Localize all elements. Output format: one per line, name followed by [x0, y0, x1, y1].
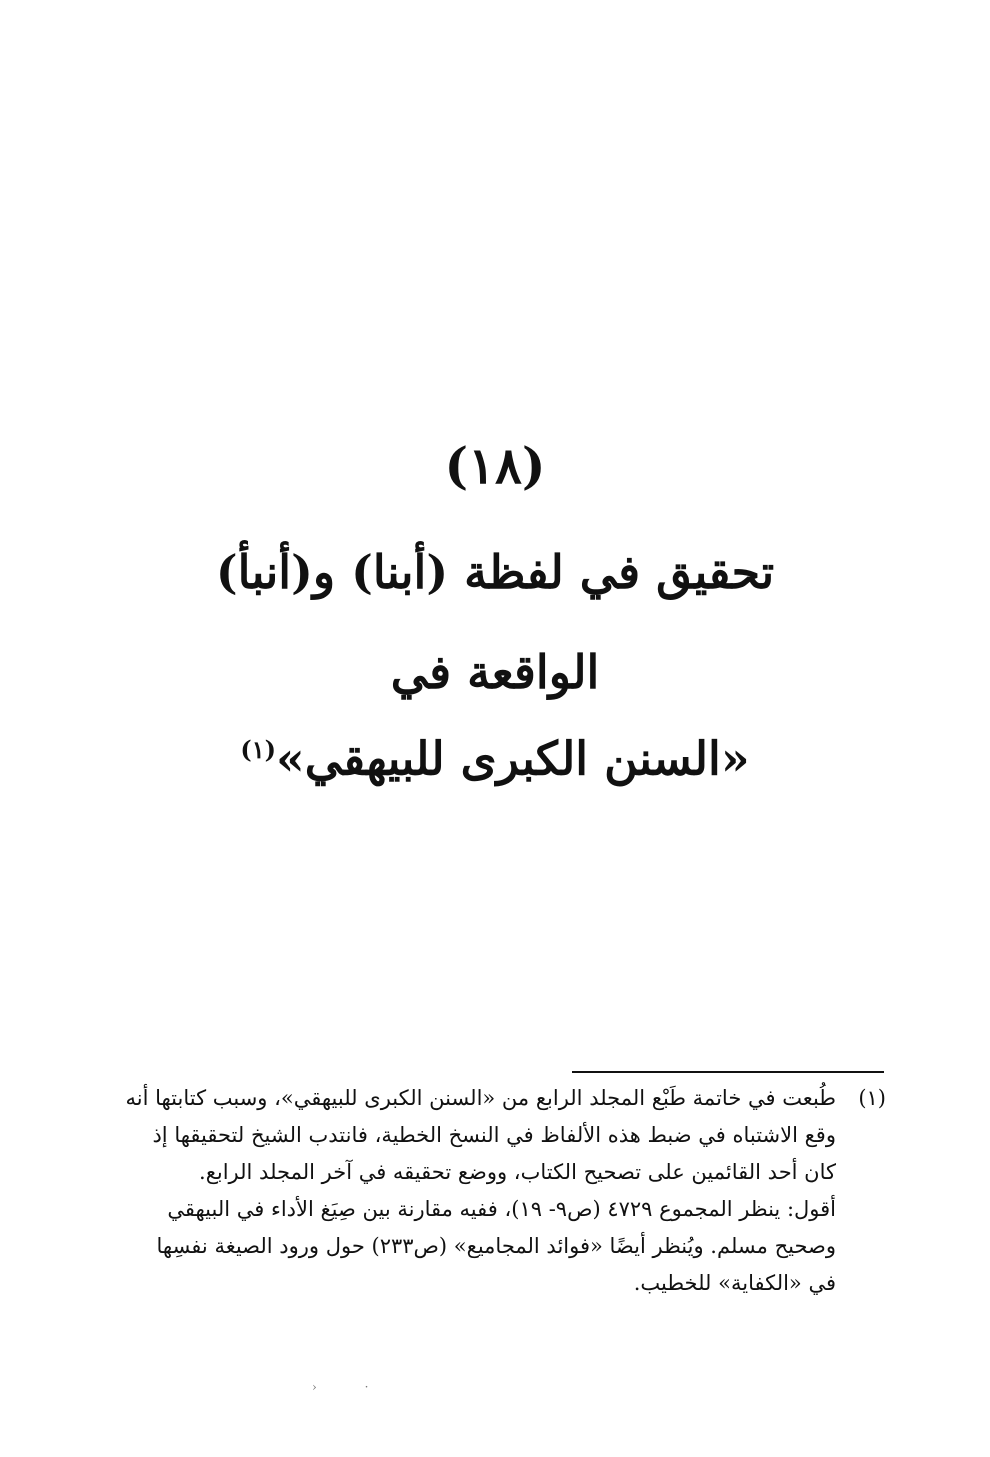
footnote-line: وقع الاشتباه في ضبط هذه الألفاظ في النسخ الخطية، فانتدب الشيخ لتحقيقها إذ	[152, 1123, 836, 1147]
footnote-line: وصحيح مسلم. ويُنظر أيضًا «فوائد المجاميع» (ص٢٣٣) حول ورود الصيغة نفسِها	[156, 1234, 836, 1258]
footnote-marker: (١)	[858, 1086, 886, 1110]
chapter-number: (١٨)	[444, 436, 546, 495]
footnote-line: طُبعت في خاتمة طَبْع المجلد الرابع من «السنن الكبرى للبيهقي»، وسبب كتابتها أنه	[125, 1086, 836, 1110]
title-book-name: «السنن الكبرى للبيهقي»	[276, 731, 750, 786]
footnote-body	[104, 1080, 836, 1302]
title-line-2: الواقعة في	[390, 645, 600, 699]
footnote-line: في «الكفاية» للخطيب.	[633, 1271, 836, 1295]
title-line-3	[0, 718, 990, 790]
footnote-line: أقول: ينظر المجموع ٤٧٢٩ (ص٩- ١٩)، ففيه مقارنة بين صِيَغ الأداء في البيهقي	[167, 1197, 836, 1221]
footnote-line: كان أحد القائمين على تصحيح الكتاب، ووضع تحقيقه في آخر المجلد الرابع.	[199, 1160, 836, 1184]
footnote-reference[interactable]: (١)	[240, 735, 277, 764]
footnote-divider	[572, 1071, 884, 1073]
footnote	[104, 1080, 886, 1302]
scan-specks: · ‹	[312, 1380, 391, 1394]
title-line-1: تحقيق في لفظة (أبنا) و(أنبأ)	[215, 545, 775, 599]
